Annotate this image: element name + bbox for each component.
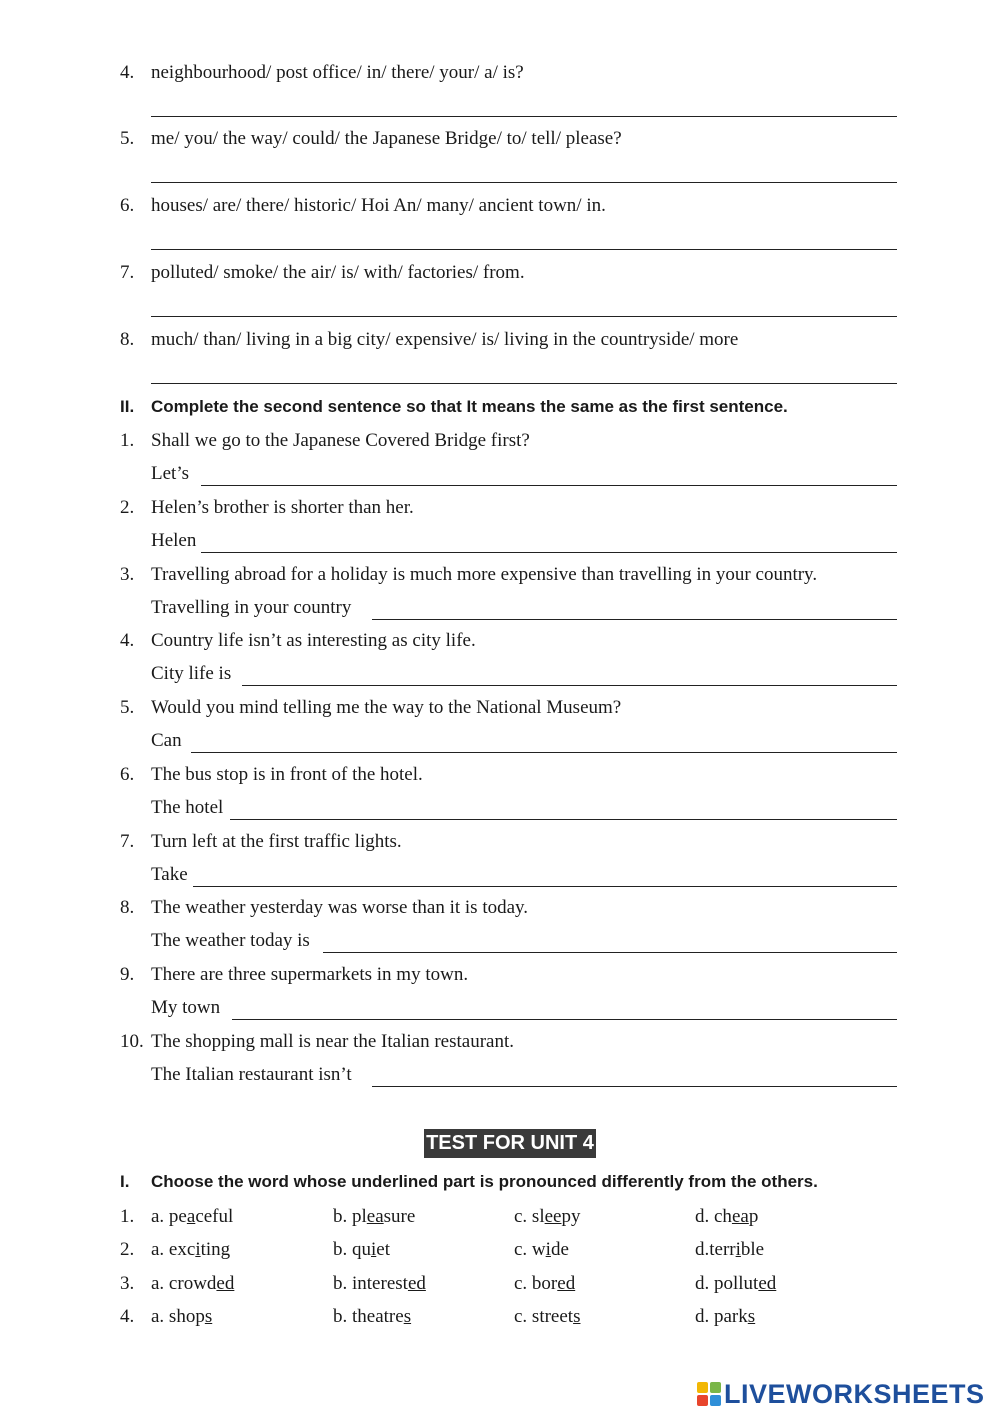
option-text: d. ch bbox=[695, 1206, 732, 1227]
answer-option[interactable] bbox=[151, 1306, 212, 1328]
option-text: b. qu bbox=[333, 1239, 371, 1260]
answer-option[interactable] bbox=[514, 1306, 580, 1328]
item-number: 7. bbox=[120, 831, 135, 852]
answer-line[interactable] bbox=[372, 619, 897, 620]
underlined-part: ed bbox=[758, 1273, 777, 1294]
item-number: 3. bbox=[120, 1273, 135, 1294]
liveworksheets-logo bbox=[697, 1376, 985, 1412]
underlined-part: ee bbox=[544, 1206, 562, 1227]
original-sentence: Turn left at the first traffic lights. bbox=[151, 831, 402, 852]
option-text: ble bbox=[740, 1239, 765, 1260]
answer-line[interactable] bbox=[201, 552, 897, 553]
option-text: b. theatre bbox=[333, 1306, 404, 1327]
answer-option[interactable] bbox=[695, 1206, 758, 1228]
answer-option[interactable] bbox=[695, 1239, 764, 1261]
item-number: 6. bbox=[120, 195, 135, 216]
underlined-part: s bbox=[204, 1306, 213, 1327]
answer-line[interactable] bbox=[232, 1019, 897, 1020]
answer-option[interactable] bbox=[695, 1306, 755, 1328]
option-text: de bbox=[550, 1239, 569, 1260]
item-number: 5. bbox=[120, 128, 135, 149]
answer-option[interactable] bbox=[695, 1273, 776, 1295]
logo-mark-icon bbox=[697, 1382, 721, 1406]
option-text: ceful bbox=[195, 1206, 234, 1227]
rewrite-prompt: Let’s bbox=[151, 463, 189, 484]
answer-option[interactable] bbox=[151, 1273, 234, 1295]
original-sentence: Helen’s brother is shorter than her. bbox=[151, 497, 414, 518]
answer-option[interactable] bbox=[151, 1206, 233, 1228]
rewrite-prompt: Helen bbox=[151, 530, 197, 551]
underlined-part: s bbox=[573, 1306, 581, 1327]
reorder-prompt: much/ than/ living in a big city/ expensive/ is/ living in the countryside/ more bbox=[151, 329, 739, 350]
answer-line[interactable] bbox=[151, 182, 897, 183]
item-number: 4. bbox=[120, 1306, 135, 1327]
answer-option[interactable] bbox=[151, 1239, 230, 1261]
answer-option[interactable] bbox=[333, 1306, 411, 1328]
answer-option[interactable] bbox=[514, 1239, 569, 1261]
option-text: a. exc bbox=[151, 1239, 196, 1260]
original-sentence: Would you mind telling me the way to the National Museum? bbox=[151, 697, 622, 718]
answer-line[interactable] bbox=[193, 886, 897, 887]
underlined-part: a bbox=[186, 1206, 196, 1227]
option-text: d. pollut bbox=[695, 1273, 759, 1294]
rewrite-prompt: Travelling in your country bbox=[151, 597, 352, 618]
logo-square bbox=[710, 1395, 721, 1406]
answer-option[interactable] bbox=[333, 1206, 415, 1228]
rewrite-prompt: The weather today is bbox=[151, 930, 310, 951]
rewrite-prompt: My town bbox=[151, 997, 221, 1018]
reorder-prompt: houses/ are/ there/ historic/ Hoi An/ many/ ancient town/ in. bbox=[151, 195, 606, 216]
answer-line[interactable] bbox=[242, 685, 897, 686]
item-number: 3. bbox=[120, 564, 135, 585]
underlined-part: s bbox=[747, 1306, 756, 1327]
section-title: Choose the word whose underlined part is pronounced differently from the others. bbox=[151, 1172, 818, 1191]
item-number: 6. bbox=[120, 764, 135, 785]
option-text: a. shop bbox=[151, 1306, 205, 1327]
original-sentence: Shall we go to the Japanese Covered Bridge first? bbox=[151, 430, 530, 451]
item-number: 2. bbox=[120, 1239, 135, 1260]
rewrite-prompt: The hotel bbox=[151, 797, 224, 818]
answer-line[interactable] bbox=[151, 249, 897, 250]
reorder-prompt: neighbourhood/ post office/ in/ there/ your/ a/ is? bbox=[151, 62, 524, 83]
item-number: 2. bbox=[120, 497, 135, 518]
section-title: Complete the second sentence so that It means the same as the first sentence. bbox=[151, 397, 788, 416]
original-sentence: The shopping mall is near the Italian restaurant. bbox=[151, 1031, 514, 1052]
original-sentence: The bus stop is in front of the hotel. bbox=[151, 764, 423, 785]
answer-line[interactable] bbox=[201, 485, 897, 486]
item-number: 1. bbox=[120, 1206, 135, 1227]
underlined-part: ea bbox=[366, 1206, 384, 1227]
answer-option[interactable] bbox=[333, 1273, 426, 1295]
option-text: c. street bbox=[514, 1306, 574, 1327]
option-text: c. sl bbox=[514, 1206, 545, 1227]
option-text: c. w bbox=[514, 1239, 546, 1260]
underlined-part: ed bbox=[557, 1273, 576, 1294]
option-text: a. pe bbox=[151, 1206, 187, 1227]
underlined-part: i bbox=[545, 1239, 551, 1260]
item-number: 4. bbox=[120, 62, 135, 83]
option-text: p bbox=[748, 1206, 759, 1227]
option-text: b. interest bbox=[333, 1273, 408, 1294]
rewrite-prompt: The Italian restaurant isn’t bbox=[151, 1064, 352, 1085]
item-number: 10. bbox=[120, 1031, 144, 1052]
underlined-part: i bbox=[195, 1239, 201, 1260]
option-text: a. crowd bbox=[151, 1273, 217, 1294]
reorder-prompt: polluted/ smoke/ the air/ is/ with/ factories/ from. bbox=[151, 262, 525, 283]
reorder-prompt: me/ you/ the way/ could/ the Japanese Bridge/ to/ tell/ please? bbox=[151, 128, 622, 149]
rewrite-prompt: Take bbox=[151, 864, 188, 885]
underlined-part: i bbox=[371, 1239, 377, 1260]
option-text: py bbox=[561, 1206, 581, 1227]
item-number: 5. bbox=[120, 697, 135, 718]
original-sentence: Travelling abroad for a holiday is much more expensive than travelling in your country. bbox=[151, 564, 818, 585]
option-text: d.terr bbox=[695, 1239, 736, 1260]
item-number: 9. bbox=[120, 964, 135, 985]
answer-line[interactable] bbox=[230, 819, 897, 820]
option-text: et bbox=[376, 1239, 390, 1260]
underlined-part: ed bbox=[216, 1273, 235, 1294]
underlined-part: ea bbox=[731, 1206, 749, 1227]
underlined-part: s bbox=[403, 1306, 412, 1327]
option-text: d. park bbox=[695, 1306, 748, 1327]
item-number: 4. bbox=[120, 630, 135, 651]
underlined-part: ed bbox=[407, 1273, 426, 1294]
option-text: b. pl bbox=[333, 1206, 367, 1227]
option-text: c. bor bbox=[514, 1273, 558, 1294]
option-text: ting bbox=[200, 1239, 231, 1260]
section-label: I. bbox=[120, 1172, 130, 1191]
original-sentence: The weather yesterday was worse than it is today. bbox=[151, 897, 529, 918]
rewrite-prompt: Can bbox=[151, 730, 182, 751]
item-number: 8. bbox=[120, 897, 135, 918]
answer-option[interactable] bbox=[333, 1239, 390, 1261]
original-sentence: Country life isn’t as interesting as city life. bbox=[151, 630, 476, 651]
item-number: 8. bbox=[120, 329, 135, 350]
test-title: TEST FOR UNIT 4 bbox=[424, 1129, 596, 1158]
answer-line[interactable] bbox=[151, 383, 897, 384]
answer-line[interactable] bbox=[151, 316, 897, 317]
option-text: sure bbox=[383, 1206, 416, 1227]
answer-line[interactable] bbox=[372, 1086, 897, 1087]
underlined-part: i bbox=[735, 1239, 741, 1260]
logo-square bbox=[697, 1395, 708, 1406]
section-label: II. bbox=[120, 397, 135, 416]
answer-option[interactable] bbox=[514, 1273, 575, 1295]
original-sentence: There are three supermarkets in my town. bbox=[151, 964, 469, 985]
answer-line[interactable] bbox=[191, 752, 897, 753]
brand-name: LIVEWORKSHEETS bbox=[724, 1378, 985, 1409]
logo-square bbox=[710, 1382, 721, 1393]
answer-line[interactable] bbox=[323, 952, 897, 953]
rewrite-prompt: City life is bbox=[151, 663, 232, 684]
answer-line[interactable] bbox=[151, 116, 897, 117]
item-number: 7. bbox=[120, 262, 135, 283]
answer-option[interactable] bbox=[514, 1206, 580, 1228]
logo-square bbox=[697, 1382, 708, 1393]
item-number: 1. bbox=[120, 430, 135, 451]
